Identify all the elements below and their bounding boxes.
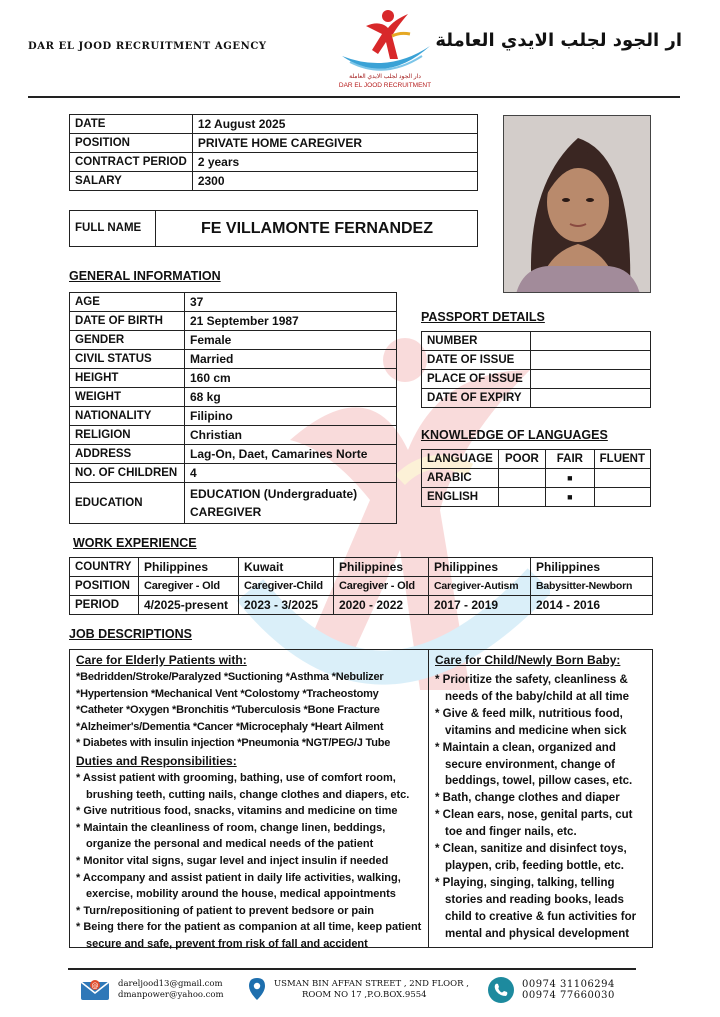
logo-caption-ar: دار الجود لجلب الايدي العاملة [349, 74, 421, 80]
list-item: * Clean, sanitize and disinfect toys, playpen, crib, feeding bottle, etc. [435, 843, 627, 872]
contract-label: POSITION [70, 134, 193, 153]
work-position: Caregiver-Autism [429, 577, 531, 596]
duties-list [76, 770, 426, 953]
table-row [70, 331, 397, 350]
general-label: AGE [70, 293, 185, 312]
work-period: 4/2025-present [139, 596, 239, 615]
lang-poor [498, 488, 545, 507]
lang-fluent [594, 469, 650, 488]
general-info-title: GENERAL INFORMATION [69, 269, 221, 283]
work-period: 2014 - 2016 [531, 596, 653, 615]
work-country: Kuwait [239, 558, 334, 577]
language-name: ARABIC [422, 469, 499, 488]
table-row [70, 558, 653, 577]
elderly-care-heading: Care for Elderly Patients with: [76, 653, 247, 667]
elderly-care-column [76, 652, 426, 953]
general-value: 4 [185, 464, 397, 483]
job-descriptions-divider [428, 649, 429, 948]
work-period: 2023 - 3/2025 [239, 596, 334, 615]
work-row-label: PERIOD [70, 596, 139, 615]
passport-label: DATE OF ISSUE [422, 351, 531, 370]
general-value: Christian [185, 426, 397, 445]
table-row [70, 293, 397, 312]
education-line: EDUCATION (Undergraduate) [190, 487, 358, 501]
table-row [70, 577, 653, 596]
table-row [70, 426, 397, 445]
agency-logo-icon [330, 4, 440, 94]
work-country: Philippines [429, 558, 531, 577]
list-item: * Playing, singing, talking, telling stories and reading books, leads child to creative & fun activities for mental and physical development [435, 876, 637, 940]
education-value [185, 483, 397, 524]
table-row [422, 469, 651, 488]
table-row [70, 445, 397, 464]
logo-caption-en: DAR EL JOOD RECRUITMENT [338, 82, 432, 89]
full-name-value: FE VILLAMONTE FERNANDEZ [201, 220, 433, 237]
general-label: NO. OF CHILDREN [70, 464, 185, 483]
contract-label: CONTRACT PERIOD [70, 153, 193, 172]
lang-fair-mark: ■ [546, 488, 595, 507]
table-row [70, 115, 478, 134]
footer-emails [118, 979, 224, 1001]
general-label: DATE OF BIRTH [70, 312, 185, 331]
general-value: 37 [185, 293, 397, 312]
general-value: Filipino [185, 407, 397, 426]
list-item: * Turn/repositioning of patient to prevent bedsore or pain [76, 904, 375, 917]
general-label: EDUCATION [70, 483, 185, 524]
lang-fair-mark: ■ [546, 469, 595, 488]
footer-email[interactable]: dmanpower@yahoo.com [118, 990, 224, 1000]
work-position: Caregiver-Child [239, 577, 334, 596]
contract-table [69, 114, 478, 191]
table-row [422, 488, 651, 507]
contract-value: 2300 [192, 172, 477, 191]
passport-label: PLACE OF ISSUE [422, 370, 531, 389]
condition-line: *Bedridden/Stroke/Paralyzed *Suctioning *Asthma *Nebulizer [76, 671, 384, 683]
table-row [70, 369, 397, 388]
condition-line: *Hypertension *Mechanical Vent *Colostomy *Tracheostomy [76, 687, 379, 700]
job-descriptions-title: JOB DESCRIPTIONS [69, 627, 192, 641]
elderly-conditions [76, 669, 426, 752]
footer-phone[interactable]: 00974 77660030 [522, 990, 615, 1001]
svg-text:@: @ [91, 982, 99, 990]
work-position: Babysitter-Newborn [531, 577, 653, 596]
table-row [70, 596, 653, 615]
child-care-heading: Care for Child/Newly Born Baby: [435, 653, 621, 667]
contract-value: 12 August 2025 [192, 115, 477, 134]
table-row [422, 332, 651, 351]
general-value: Lag-On, Daet, Camarines Norte [185, 445, 397, 464]
list-item: * Being there for the patient as companion at all time, keep patient secure and safe, prevent from risk of fall and accident [76, 921, 422, 950]
lang-header: POOR [498, 450, 545, 469]
work-position: Caregiver - Old [334, 577, 429, 596]
table-row [70, 153, 478, 172]
work-experience-table [69, 557, 653, 615]
work-country: Philippines [334, 558, 429, 577]
list-item: * Accompany and assist patient in daily life activities, walking, exercise, mobility around the house, medical appointments [76, 871, 401, 901]
table-row [422, 370, 651, 389]
passport-title: PASSPORT DETAILS [421, 310, 545, 324]
agency-name-en: DAR EL JOOD RECRUITMENT AGENCY [28, 41, 267, 52]
passport-table [421, 331, 651, 408]
list-item: * Assist patient with grooming, bathing, use of comfort room, brushing teeth, cutting nails, change clothes and diapers, etc. [76, 771, 410, 801]
general-value: 68 kg [185, 388, 397, 407]
full-name-label: FULL NAME [69, 210, 156, 247]
lang-fluent [594, 488, 650, 507]
applicant-photo [503, 115, 651, 293]
child-care-list [435, 672, 650, 943]
table-row [70, 388, 397, 407]
table-row [70, 312, 397, 331]
work-row-label: COUNTRY [70, 558, 139, 577]
general-label: GENDER [70, 331, 185, 350]
condition-line: * Diabetes with insulin injection *Pneumonia *NGT/PEG/J Tube [76, 737, 391, 750]
footer-phone[interactable]: 00974 31106294 [522, 979, 615, 990]
general-label: NATIONALITY [70, 407, 185, 426]
list-item: * Maintain the cleanliness of room, change linen, beddings, organize the personal and medical needs of the patient [76, 821, 386, 851]
general-label: HEIGHT [70, 369, 185, 388]
footer-phones [522, 979, 615, 1001]
table-header-row [422, 450, 651, 469]
work-country: Philippines [531, 558, 653, 577]
email-icon [80, 978, 110, 1002]
languages-table [421, 449, 651, 507]
general-value: 21 September 1987 [185, 312, 397, 331]
lang-poor [498, 469, 545, 488]
general-label: RELIGION [70, 426, 185, 445]
footer-divider [68, 968, 636, 970]
phone-icon [487, 976, 515, 1004]
contract-label: SALARY [70, 172, 193, 191]
work-row-label: POSITION [70, 577, 139, 596]
table-row [70, 172, 478, 191]
passport-value [531, 370, 651, 389]
work-experience-title: WORK EXPERIENCE [73, 536, 197, 550]
list-item: * Bath, change clothes and diaper [435, 792, 620, 805]
general-info-table [69, 292, 397, 524]
languages-title: KNOWLEDGE OF LANGUAGES [421, 428, 608, 442]
footer-email[interactable]: dareljood13@gmail.com [118, 979, 223, 989]
contract-value: PRIVATE HOME CAREGIVER [192, 134, 477, 153]
passport-label: NUMBER [422, 332, 531, 351]
table-row [422, 351, 651, 370]
general-label: CIVIL STATUS [70, 350, 185, 369]
footer-address-line: USMAN BIN AFFAN STREET , 2ND FLOOR , [274, 979, 469, 989]
education-line: CAREGIVER [190, 505, 262, 519]
lang-header: FLUENT [594, 450, 650, 469]
contract-value: 2 years [192, 153, 477, 172]
general-label: ADDRESS [70, 445, 185, 464]
duties-heading: Duties and Responsibilities: [76, 753, 237, 768]
condition-line: *Alzheimer's/Dementia *Cancer *Microcephaly *Heart Ailment [76, 720, 384, 733]
table-row [70, 407, 397, 426]
portrait-icon [504, 116, 651, 293]
table-row [70, 350, 397, 369]
passport-value [531, 332, 651, 351]
general-value: 160 cm [185, 369, 397, 388]
lang-header: LANGUAGE [422, 450, 499, 469]
location-pin-icon [248, 977, 266, 1001]
footer-address [274, 979, 469, 1001]
general-label: WEIGHT [70, 388, 185, 407]
general-value: Married [185, 350, 397, 369]
table-row [70, 134, 478, 153]
header-divider [28, 96, 680, 98]
table-row [422, 389, 651, 408]
agency-name-ar: ار الجود لجلب الايدي العاملة [435, 30, 682, 51]
list-item: * Maintain a clean, organized and secure environment, change of beddings, towel, pillow cases, etc. [435, 741, 633, 788]
work-period: 2020 - 2022 [334, 596, 429, 615]
list-item: * Give & feed milk, nutritious food, vitamins and medicine when sick [435, 707, 627, 737]
table-row [70, 464, 397, 483]
list-item: * Clean ears, nose, genital parts, cut toe and finger nails, etc. [435, 809, 633, 839]
condition-line: *Catheter *Oxygen *Bronchitis *Tuberculosis *Bone Fracture [76, 704, 380, 717]
passport-value [531, 351, 651, 370]
contract-label: DATE [70, 115, 193, 134]
work-country: Philippines [139, 558, 239, 577]
lang-header: FAIR [546, 450, 595, 469]
work-period: 2017 - 2019 [429, 596, 531, 615]
passport-value [531, 389, 651, 408]
general-value: Female [185, 331, 397, 350]
work-position: Caregiver - Old [139, 577, 239, 596]
passport-label: DATE OF EXPIRY [422, 389, 531, 408]
language-name: ENGLISH [422, 488, 499, 507]
table-row [70, 483, 397, 524]
list-item: * Prioritize the safety, cleanliness & needs of the baby/child at all time [435, 674, 630, 703]
child-care-column [435, 652, 650, 943]
list-item: * Monitor vital signs, sugar level and inject insulin if needed [76, 854, 389, 867]
footer-address-line: ROOM NO 17 ,P.O.BOX.9554 [302, 990, 427, 1000]
list-item: * Give nutritious food, snacks, vitamins and medicine on time [76, 805, 398, 818]
